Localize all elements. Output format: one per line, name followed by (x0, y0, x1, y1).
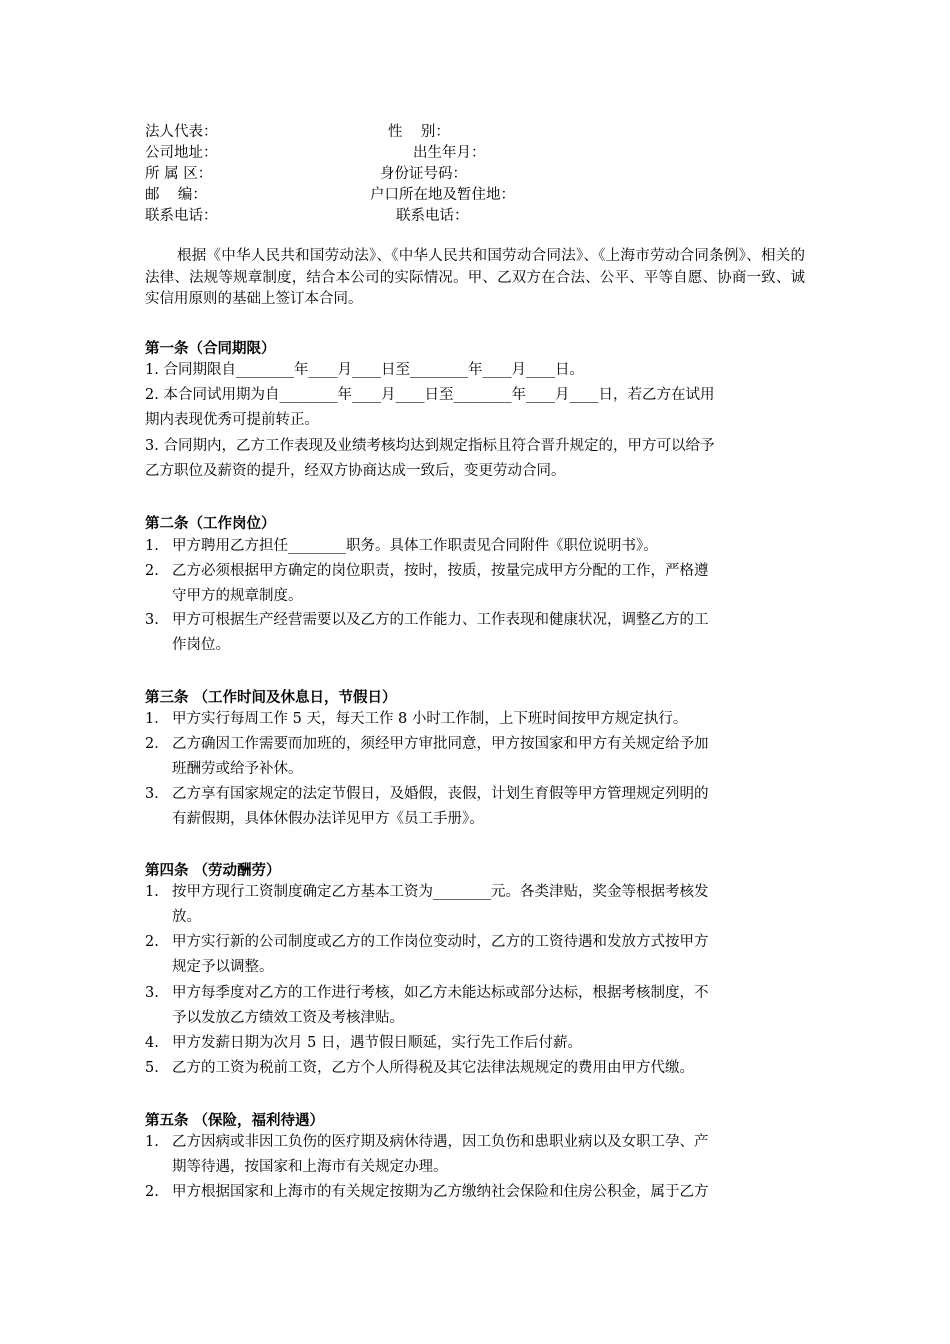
list-item-text: 作岗位。 (172, 637, 230, 653)
list-item-text: 按甲方现行工资制度确定乙方基本工资为________元。各类津贴，奖金等根据考核发 (172, 884, 709, 900)
list-item-text: 甲方可根据生产经营需要以及乙方的工作能力、工作表现和健康状况，调整乙方的工 (172, 612, 709, 628)
section-1-line-2: 2. 本合同试用期为自________年____月____日至________年____月____日，若乙方在试用 (145, 387, 715, 403)
list-item-number: 3. (145, 612, 159, 628)
field-label-gender: 性 别： (388, 124, 450, 140)
field-label-company-address: 公司地址： (145, 145, 218, 161)
section-1-title: 第一条（合同期限） (145, 340, 276, 357)
list-item-text: 期等待遇，按国家和上海市有关规定办理。 (172, 1159, 448, 1175)
list-item-number: 1. (145, 1134, 159, 1150)
list-item-text: 甲方实行新的公司制度或乙方的工作岗位变动时，乙方的工资待遇和发放方式按甲方 (172, 934, 709, 950)
list-item-text: 乙方必须根据甲方确定的岗位职责，按时，按质，按量完成甲方分配的工作，严格遵 (172, 563, 709, 579)
field-label-company-phone: 联系电话： (145, 208, 218, 224)
list-item-number: 1. (145, 538, 159, 554)
field-label-employee-phone: 联系电话： (396, 208, 469, 224)
list-item-number: 1. (145, 884, 159, 900)
section-1-line-3: 期内表现优秀可提前转正。 (145, 412, 319, 428)
list-item-number: 5. (145, 1060, 159, 1076)
section-4-title: 第四条 （劳动酬劳） (145, 862, 281, 879)
list-item-text: 甲方每季度对乙方的工作进行考核，如乙方未能达标或部分达标，根据考核制度，不 (172, 985, 709, 1001)
section-1-line-5: 乙方职位及薪资的提升，经双方协商达成一致后，变更劳动合同。 (145, 463, 566, 479)
list-item-text: 规定予以调整。 (172, 959, 274, 975)
field-label-legal-rep: 法人代表： (145, 124, 218, 140)
list-item-number: 1． (145, 711, 169, 727)
list-item-number: 4. (145, 1035, 159, 1051)
section-1-line-4: 3. 合同期内，乙方工作表现及业绩考核均达到规定指标且符合晋升规定的，甲方可以给予 (145, 438, 715, 454)
field-label-postcode: 邮 编： (145, 187, 207, 203)
field-label-household-address: 户口所在地及暂住地： (370, 187, 515, 203)
list-item-text: 有薪假期，具体休假办法详见甲方《员工手册》。 (172, 811, 484, 827)
list-item-number: 2. (145, 563, 159, 579)
list-item-text: 甲方发薪日期为次月 5 日，遇节假日顺延，实行先工作后付薪。 (172, 1035, 582, 1051)
section-3-title: 第三条 （工作时间及休息日，节假日） (145, 689, 397, 706)
list-item-text: 乙方的工资为税前工资，乙方个人所得税及其它法律法规规定的费用由甲方代缴。 (172, 1060, 694, 1076)
list-item-text: 乙方确因工作需要而加班的，须经甲方审批同意，甲方按国家和甲方有关规定给予加 (172, 736, 709, 752)
list-item-number: 2． (145, 736, 169, 752)
field-label-district: 所 属 区： (145, 166, 213, 182)
field-label-birth-date: 出生年月： (413, 145, 486, 161)
list-item-text: 守甲方的规章制度。 (172, 588, 303, 604)
field-label-id-number: 身份证号码： (380, 166, 467, 182)
list-item-text: 乙方因病或非因工负伤的医疗期及病休待遇，因工负伤和患职业病以及女职工孕、产 (172, 1134, 709, 1150)
list-item-text: 乙方享有国家规定的法定节假日，及婚假，丧假，计划生育假等甲方管理规定列明的 (172, 786, 709, 802)
list-item-text: 甲方聘用乙方担任________职务。具体工作职责见合同附件《职位说明书》。 (172, 538, 658, 554)
list-item-number: 3. (145, 985, 159, 1001)
list-item-number: 3． (145, 786, 169, 802)
list-item-text: 放。 (172, 909, 201, 925)
list-item-number: 2. (145, 934, 159, 950)
section-1-line-1: 1. 合同期限自________年____月____日至________年____月____日。 (145, 362, 584, 378)
list-item-text: 予以发放乙方绩效工资及考核津贴。 (172, 1010, 404, 1026)
list-item-text: 甲方实行每周工作 5 天，每天工作 8 小时工作制，上下班时间按甲方规定执行。 (172, 711, 688, 727)
list-item-text: 甲方根据国家和上海市的有关规定按期为乙方缴纳社会保险和住房公积金，属于乙方 (172, 1184, 709, 1200)
intro-paragraph: 根据《中华人民共和国劳动法》、《中华人民共和国劳动合同法》、《上海市劳动合同条例》、相关的法律、法规等规章制度，结合本公司的实际情况。甲、乙双方在合法、公平、平等自愿、协商一致、诚实信用原则的基础上签订本合同。 (145, 248, 805, 307)
section-2-title: 第二条（工作岗位） (145, 515, 276, 532)
list-item-text: 班酬劳或给予补休。 (172, 761, 303, 777)
list-item-number: 2. (145, 1184, 159, 1200)
section-5-title: 第五条 （保险，福利待遇） (145, 1112, 325, 1129)
